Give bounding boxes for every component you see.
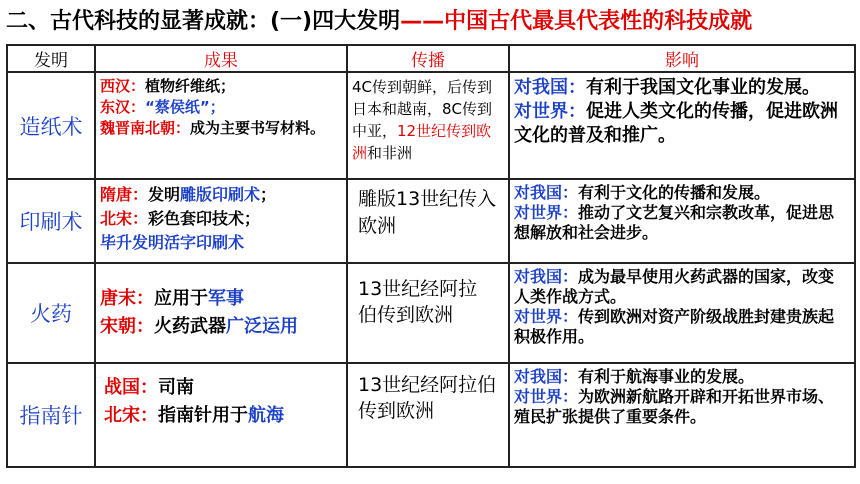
spread-text-tail: 和非洲	[367, 144, 413, 162]
achievement-text: 司南	[158, 377, 194, 398]
achievement-text: 植物纤维纸；	[145, 77, 236, 95]
impact-cn-label: 对我国：	[514, 367, 579, 386]
header-achievement: 成果	[95, 45, 347, 72]
achievement-highlight: 雕版印刷术	[180, 185, 261, 204]
achievement-highlight: 毕升发明活字印刷术	[100, 233, 245, 252]
achievement-text: 指南针用于	[158, 405, 248, 426]
achievement-text: 彩色套印技术；	[148, 209, 261, 228]
impact-world: 传到欧洲对资产阶级战胜封建贵族起积极作用。	[514, 307, 835, 346]
era-label: 东汉：	[100, 98, 146, 116]
achievement-cell	[95, 72, 347, 179]
header-impact: 影响	[509, 45, 855, 72]
era-label: 北宋：	[100, 209, 149, 228]
era-label: 隋唐：	[100, 185, 149, 204]
impact-world-label: 对世界：	[514, 203, 579, 222]
invention-name: 指南针	[7, 363, 95, 467]
spread-cell: 雕版13世纪传入欧洲	[347, 179, 509, 263]
table-row	[7, 179, 855, 263]
spread-cell: 13世纪经阿拉伯传到欧洲	[347, 263, 509, 363]
title-highlight: ——中国古代最具代表性的科技成就	[400, 9, 753, 34]
impact-cell	[509, 263, 855, 363]
invention-name: 印刷术	[7, 179, 95, 263]
era-label: 唐末：	[100, 288, 154, 309]
inventions-table	[6, 44, 856, 468]
impact-cn-label: 对我国：	[514, 183, 579, 202]
achievement-text: 发明	[148, 185, 181, 204]
impact-world: 促进人类文化的传播，促进欧洲文化的普及和推广。	[514, 101, 838, 146]
achievement-highlight: 广泛运用	[226, 316, 298, 337]
achievement-cell	[95, 179, 347, 263]
invention-name: 造纸术	[7, 72, 95, 179]
table-row	[7, 72, 855, 179]
table-header-row	[7, 45, 855, 72]
achievement-highlight: 航海	[248, 405, 284, 426]
invention-name: 火药	[7, 263, 95, 363]
table-row	[7, 363, 855, 467]
impact-cell	[509, 72, 855, 179]
impact-cn: 有利于我国文化事业的发展。	[586, 77, 820, 98]
impact-cell	[509, 179, 855, 263]
impact-world-label: 对世界：	[514, 307, 579, 326]
achievement-text: “蔡侯纸”；	[145, 98, 225, 116]
achievement-text: 应用于	[154, 288, 208, 309]
era-label: 战国：	[104, 377, 158, 398]
achievement-text: 成为主要书写材料。	[190, 119, 326, 137]
spread-text: 4C传到朝鲜，后传到日本和越南，8C传到中亚，	[352, 78, 493, 140]
achievement-highlight: 军事	[208, 288, 244, 309]
title-prefix: 二、古代科技的显著成就：(一)四大发明	[6, 9, 401, 34]
era-label: 魏晋南北朝：	[100, 119, 191, 137]
impact-cn: 成为最早使用火药武器的国家，改变人类作战方式。	[514, 267, 835, 306]
impact-cn: 有利于航海事业的发展。	[578, 367, 755, 386]
impact-world: 为欧洲新航路开辟和开拓世界市场、殖民扩张提供了重要条件。	[514, 387, 835, 426]
impact-cn-label: 对我国：	[514, 77, 586, 98]
table-row	[7, 263, 855, 363]
impact-world-label: 对世界：	[514, 101, 586, 122]
spread-cell: 13世纪经阿拉伯传到欧洲	[347, 363, 509, 467]
impact-cell	[509, 363, 855, 467]
spread-cell	[347, 72, 509, 179]
spread-highlight: 12世纪传到欧洲	[352, 122, 492, 162]
impact-cn: 有利于文化的传播和发展。	[578, 183, 771, 202]
header-invention: 发明	[7, 45, 95, 72]
page-title	[6, 4, 856, 40]
achievement-cell	[95, 263, 347, 363]
achievement-cell	[95, 363, 347, 467]
era-label: 宋朝：	[100, 316, 154, 337]
impact-world-label: 对世界：	[514, 387, 579, 406]
impact-cn-label: 对我国：	[514, 267, 579, 286]
era-label: 北宋：	[104, 405, 158, 426]
era-label: 西汉：	[100, 77, 146, 95]
impact-world: 推动了文艺复兴和宗教改革，促进思想解放和社会进步。	[514, 203, 835, 242]
header-spread: 传播	[347, 45, 509, 72]
achievement-text: 火药武器	[154, 316, 226, 337]
achievement-tail: ；	[260, 185, 277, 204]
